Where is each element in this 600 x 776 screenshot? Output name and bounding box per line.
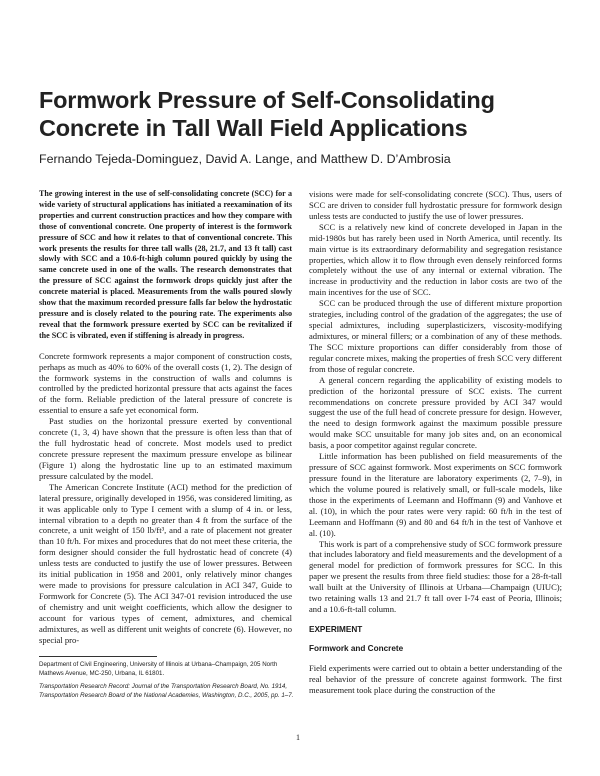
journal-footnote: Transportation Research Record: Journal of the Transportation Research Board, No. 1914, Transportation Research Board of the National Academies, Washington, D.C., 2005, pp. 1–7. [39, 683, 294, 699]
subsection-heading: Formwork and Concrete [309, 643, 404, 653]
right-body [309, 189, 562, 696]
body-paragraph: Past studies on the horizontal pressure exerted by conventional concrete (1, 3, 4) have shown that the pressure is often less than that of the full hydrostatic head of concrete. Most models used to predict concrete pressure represent the maximum pressure envelope as bilinear (Figure 1) along the hydrostatic line up to an estimated maximum pressure calculated by the model. [39, 416, 292, 481]
left-body [39, 351, 292, 646]
abstract-text: The growing interest in the use of self-consolidating concrete (SCC) for a wide variety of structural applications has initiated a reexamination of its properties and current construction practices and how they compare with those of conventional concrete. One property of interest is the formwork pressure of SCC and how it relates to that of conventional concrete. This work presents the results for three tall walls (28, 21.7, and 13 ft tall) cast slowly with SCC and a 10.6-ft-high column poured quickly by using the same concrete used in one of the walls. The research demonstrates that the pressure of SCC against the formwork drops quickly just after the concrete material is placed. Measurements from the walls poured slowly show that the maximum recorded pressure falls far below the hydrostatic pressure and is closely related to the pouring rate. The experiments also reveal that the formwork pressure exerted by SCC can be revitalized if the SCC is vibrated, even if stiffening is already in progress. [39, 189, 292, 340]
page-number: 1 [296, 733, 300, 742]
author-list: Fernando Tejeda-Dominguez, David A. Lange, and Matthew D. D’Ambrosia [39, 152, 451, 166]
affiliation-footnote: Department of Civil Engineering, University of Illinois at Urbana–Champaign, 205 North Mathews Avenue, MC-250, Urbana, IL 61801. [39, 661, 278, 677]
body-paragraph: SCC is a relatively new kind of concrete developed in Japan in the mid-1980s but has rarely been used in North America, until recently. Its main virtue is its extraordinary deformability and segregation resistance properties, which allow it to flow through even densely reinforced forms completely without the use of any internal or external vibration. The increase in productivity and the reduction in labor costs are two of the main incentives for the use of SCC. [309, 221, 562, 298]
section-heading: EXPERIMENT [309, 624, 363, 634]
body-paragraph: SCC can be produced through the use of different mixture proportion strategies, including control of the gradation of the aggregates; the use of special admixtures, including superplasticizers, viscosity-modifying admixtures, or mineral fillers; or a combination of any of these methods. The SCC mixture proportions can differ considerably from those of regular concrete mixes, making the properties of fresh SCC very different from those of regular concrete. [309, 298, 562, 374]
body-paragraph: This work is part of a comprehensive study of SCC formwork pressure that includes laboratory and field measurements and the development of a general model for prediction of formwork pressures for SCC. In this paper we present the results from three field studies: those for a 28-ft-tall wall built at the University of Illinois at Urbana—Champaign (UIUC); two retaining walls 13 and 21.7 ft tall over I-74 east of Peoria, Illinois; and a 10.6-ft-tall column. [309, 538, 562, 615]
body-paragraph: A general concern regarding the applicability of existing models to prediction of the horizontal pressure of SCC exists. The current recommendations on concrete pressure provided by ACI 347 would suggest the use of the full head of concrete pressure for design. However, the need to design formwork against the maximum possible pressure would make SCC unsuitable for many job sites and, on an economical basis, a poor competitor against regular concrete. [309, 374, 562, 451]
body-paragraph: The American Concrete Institute (ACI) method for the prediction of lateral pressure, originally developed in 1956, was considered limiting, as it was applicable only to Type I cement with a slump of 4 in. or less, internal vibration to a depth no greater than 4 ft from the surface of the concrete, a unit weight of 150 lb/ft³, and a rate of placement not greater than 10 ft/h. For mixes and procedures that do not meet these criteria, the form designer should consider the full hydrostatic head of concrete (4) unless tests are conducted to justify the use of lower pressures. Between its initial publication in 1958 and 2001, only relatively minor changes were made to provisions for pressure calculation in ACI 347, Guide to Formwork for Concrete (5). The ACI 347-01 revision introduced the use of chemistry and unit weight coefficients, which allow the designer to account for various types of cement, admixtures, and chemical admixtures, as well as different unit weights of concrete (6). However, no special pro- [39, 481, 292, 645]
body-paragraph: Little information has been published on field measurements of the pressure of SCC against formwork. Most experiments on SCC formwork pressure found in the literature are laboratory experiments (2, 7–9), in which the volume poured is relatively small, or full-scale models, like those in the experiments of Leemann and Hoffmann (9) and Vanhove et al. (10), in which the pour rates were very rapid: 60 ft/h in the test of Leemann and Hoffmann (9) and 80 and 64 ft/h in the test of Vanhove et al. (10). [309, 451, 562, 538]
abstract [39, 189, 292, 342]
paper-title: Formwork Pressure of Self-Consolidating Concrete in Tall Wall Field Applications [39, 87, 495, 141]
right-column [309, 189, 562, 696]
body-paragraph: Concrete formwork represents a major component of construction costs, perhaps as much as 40% to 60% of the overall costs (1, 2). The design of the formwork systems in the construction of walls and columns is controlled by the predicted horizontal pressure that acts against the faces of the form. Reliable prediction of the lateral pressure of concrete is essential to ensure a safe yet economical form. [39, 350, 292, 416]
body-paragraph: Field experiments were carried out to obtain a better understanding of the real behavior of the pressure of concrete against formwork. The first measurement took place during the construction of the [309, 662, 562, 695]
body-paragraph: visions were made for self-consolidating concrete (SCC). Thus, users of SCC are driven to consider full hydrostatic pressure for formwork design unless tests are conducted to justify the use of lower pressures. [309, 189, 562, 221]
left-column [39, 189, 292, 646]
footnotes [39, 661, 294, 705]
footnote-divider [39, 656, 157, 657]
